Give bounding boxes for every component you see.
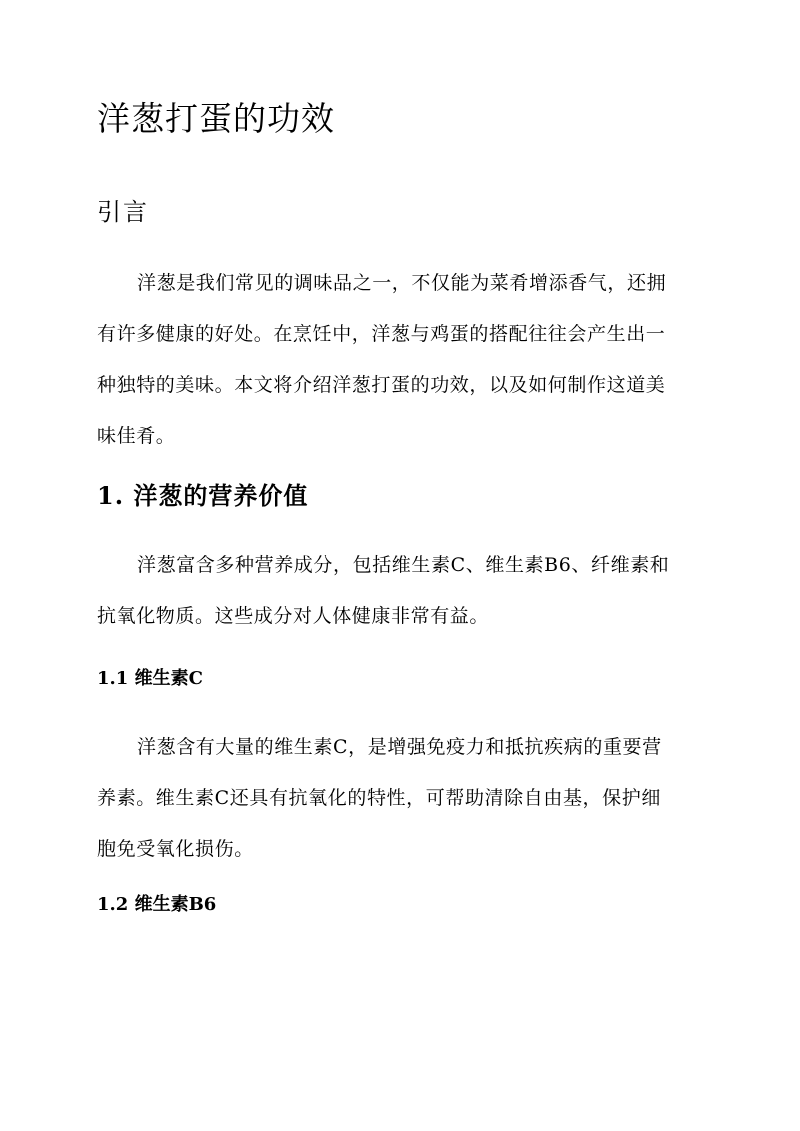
section-1-heading: 1. 洋葱的营养价值 [97, 481, 309, 510]
intro-line: 洋葱是我们常见的调味品之一，不仅能为菜肴增添香气，还拥 [137, 272, 667, 294]
subsection-1-1-paragraph [97, 722, 707, 875]
intro-paragraph [97, 258, 707, 462]
intro-line: 味佳肴。 [97, 425, 176, 447]
intro-line: 种独特的美味。本文将介绍洋葱打蛋的功效，以及如何制作这道美 [97, 374, 666, 396]
subsection-1-1-line: 胞免受氧化损伤。 [97, 838, 254, 860]
section-1-line: 洋葱富含多种营养成分，包括维生素C、维生素B6、纤维素和 [137, 554, 670, 576]
subsection-1-1-line: 洋葱含有大量的维生素C，是增强免疫力和抵抗疾病的重要营 [137, 736, 662, 758]
subsection-1-1-heading: 1.1 维生素C [97, 668, 203, 689]
intro-line: 有许多健康的好处。在烹饪中，洋葱与鸡蛋的搭配往往会产生出一 [97, 323, 666, 345]
intro-heading: 引言 [97, 198, 149, 226]
document-title: 洋葱打蛋的功效 [97, 99, 335, 138]
subsection-1-2-heading: 1.2 维生素B6 [97, 894, 217, 915]
section-1-paragraph [97, 540, 707, 642]
subsection-1-1-line: 养素。维生素C还具有抗氧化的特性，可帮助清除自由基，保护细 [97, 787, 661, 809]
section-1-line: 抗氧化物质。这些成分对人体健康非常有益。 [97, 605, 490, 627]
